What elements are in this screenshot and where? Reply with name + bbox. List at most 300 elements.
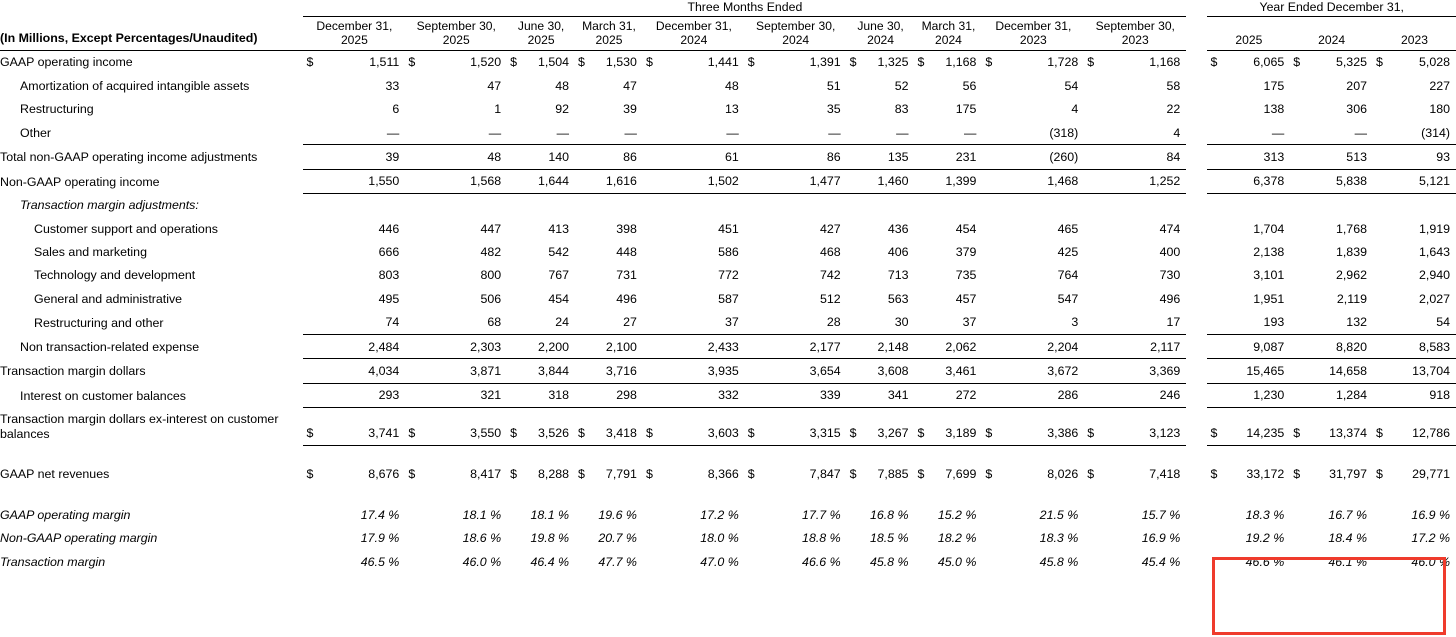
group-header-year-ended: Year Ended December 31, bbox=[1207, 0, 1456, 17]
cell-q7: 3,608 bbox=[861, 359, 914, 383]
cell-y3: 12,786 bbox=[1388, 408, 1456, 446]
cur-blank bbox=[303, 550, 318, 573]
cur-blank bbox=[915, 359, 930, 383]
cur-blank bbox=[643, 527, 658, 550]
cur-blank bbox=[507, 217, 522, 240]
cur-blank bbox=[303, 264, 318, 287]
cur-blank bbox=[1084, 240, 1099, 263]
cur-blank bbox=[1290, 287, 1305, 310]
cur-blank bbox=[1084, 145, 1099, 169]
cell-q7: — bbox=[861, 121, 914, 145]
cur-blank bbox=[575, 287, 590, 310]
currency-symbol: $ bbox=[747, 467, 755, 482]
cell-y1: 313 bbox=[1222, 145, 1290, 169]
cur-blank bbox=[575, 169, 590, 193]
cur-blank bbox=[745, 311, 760, 335]
cell-q6: 1,477 bbox=[760, 169, 847, 193]
cell-q9: 465 bbox=[1057, 221, 1079, 236]
cell-y2: 18.4 % bbox=[1328, 531, 1367, 546]
column-header-y2: 2024 bbox=[1290, 17, 1373, 51]
row-label: Other bbox=[20, 126, 51, 141]
cell-q5: 47.0 % bbox=[700, 554, 739, 569]
cell-q3: 318 bbox=[522, 383, 575, 407]
row-label: Restructuring bbox=[20, 102, 94, 117]
cur-blank bbox=[915, 287, 930, 310]
cell-y3: 5,121 bbox=[1388, 169, 1456, 193]
cur-blank bbox=[575, 550, 590, 573]
cur-blank bbox=[1290, 503, 1305, 526]
cur-blank bbox=[1290, 145, 1305, 169]
cur-blank bbox=[507, 550, 522, 573]
column-header-q7 bbox=[847, 17, 915, 51]
row-gap bbox=[1186, 287, 1207, 310]
row-gap bbox=[1186, 463, 1207, 486]
cell-q4: — bbox=[590, 121, 643, 145]
currency-symbol: $ bbox=[507, 408, 522, 446]
cell-q9: 18.3 % bbox=[1039, 531, 1079, 546]
cur-blank bbox=[575, 527, 590, 550]
cur-blank bbox=[1207, 121, 1222, 145]
row-label: GAAP operating margin bbox=[0, 507, 131, 522]
cur-blank bbox=[405, 240, 420, 263]
cell-q5: 451 bbox=[718, 221, 739, 236]
cell-q5: 48 bbox=[724, 78, 739, 93]
cell-y2: 513 bbox=[1305, 145, 1373, 169]
currency-symbol: $ bbox=[1375, 55, 1383, 70]
cell-q2: 482 bbox=[480, 244, 502, 259]
cell-q2: 2,303 bbox=[420, 335, 507, 359]
cur-blank bbox=[1290, 240, 1305, 263]
cur-blank bbox=[1084, 264, 1099, 287]
cur-blank bbox=[1084, 527, 1099, 550]
cell-y3: 46.0 % bbox=[1411, 554, 1450, 569]
spacer-before-margins bbox=[0, 486, 1456, 503]
cell-y1: 193 bbox=[1222, 311, 1290, 335]
currency-symbol: $ bbox=[643, 408, 658, 446]
row-label: Transaction margin bbox=[0, 554, 106, 569]
cell-y1: 6,378 bbox=[1222, 169, 1290, 193]
cur-blank bbox=[405, 383, 420, 407]
cell-q10: 400 bbox=[1159, 244, 1181, 259]
cur-blank bbox=[507, 98, 522, 121]
cur-blank bbox=[1207, 550, 1222, 573]
cell-q10: 17 bbox=[1099, 311, 1186, 335]
row-label: Customer support and operations bbox=[34, 221, 218, 236]
cur-blank bbox=[847, 121, 862, 145]
cell-q6: 51 bbox=[826, 78, 841, 93]
cur-blank bbox=[643, 311, 658, 335]
cell-q3: 24 bbox=[522, 311, 575, 335]
cell-q4: 398 bbox=[616, 221, 637, 236]
cell-q10: 1,252 bbox=[1099, 169, 1186, 193]
cur-blank bbox=[982, 335, 997, 359]
cell-q5: 587 bbox=[718, 291, 739, 306]
currency-symbol: $ bbox=[1087, 467, 1095, 482]
cur-blank bbox=[405, 145, 420, 169]
cur-blank bbox=[405, 550, 420, 573]
cur-blank bbox=[1290, 264, 1305, 287]
cell-q2: 18.1 % bbox=[462, 507, 502, 522]
cur-blank bbox=[575, 383, 590, 407]
cell-q3: 454 bbox=[548, 291, 570, 306]
column-header-q9 bbox=[982, 17, 1084, 51]
currency-symbol: $ bbox=[575, 408, 590, 446]
cur-blank bbox=[745, 145, 760, 169]
table-row-interest-customer-balances bbox=[0, 383, 1456, 407]
spacer-cell bbox=[0, 486, 1388, 503]
table-row-gaap-operating-income bbox=[0, 50, 1456, 74]
col-q2-line2: 2025 bbox=[442, 32, 470, 47]
cur-blank bbox=[1373, 359, 1388, 383]
cell-q1: 1,511 bbox=[369, 55, 400, 70]
cell-y3: 180 bbox=[1429, 102, 1450, 117]
cur-blank bbox=[405, 335, 420, 359]
column-header-q8 bbox=[915, 17, 983, 51]
cell-q9: 286 bbox=[997, 383, 1084, 407]
cell-q2: 8,417 bbox=[470, 467, 502, 482]
cur-blank bbox=[1290, 217, 1305, 240]
cur-blank bbox=[847, 311, 862, 335]
cur-blank bbox=[847, 217, 862, 240]
cell-q3: 413 bbox=[548, 221, 570, 236]
cell-q3: 48 bbox=[555, 78, 570, 93]
cell-q1: 446 bbox=[378, 221, 400, 236]
cell-y1: 3,101 bbox=[1253, 268, 1285, 283]
cell-q9: 54 bbox=[1064, 78, 1079, 93]
cell-q6: 1,391 bbox=[809, 55, 841, 70]
cur-blank bbox=[1373, 527, 1388, 550]
cur-blank bbox=[405, 527, 420, 550]
table-row-other bbox=[0, 121, 1456, 145]
cur-blank bbox=[1207, 74, 1222, 97]
cur-blank bbox=[1290, 527, 1305, 550]
cell-y3: 8,583 bbox=[1388, 335, 1456, 359]
column-header-y3: 2023 bbox=[1373, 17, 1456, 51]
col-q2-line1: September 30, bbox=[416, 19, 496, 34]
cur-blank bbox=[745, 121, 760, 145]
currency-symbol: $ bbox=[1293, 55, 1301, 70]
cur-blank bbox=[847, 74, 862, 97]
cur-blank bbox=[303, 217, 318, 240]
cell-q7: 1,460 bbox=[861, 169, 914, 193]
cell-y2: 14,658 bbox=[1305, 359, 1373, 383]
cur-blank bbox=[575, 311, 590, 335]
group-header-spacer bbox=[0, 0, 303, 17]
cell-q5: 13 bbox=[724, 102, 739, 117]
cell-q10: 15.7 % bbox=[1141, 507, 1181, 522]
cell-q1: 6 bbox=[392, 102, 400, 117]
cell-q3: 767 bbox=[548, 268, 570, 283]
cur-blank bbox=[1373, 264, 1388, 287]
row-label: Technology and development bbox=[34, 268, 196, 283]
row-label: GAAP operating income bbox=[0, 55, 133, 70]
cur-blank bbox=[915, 217, 930, 240]
cur-blank bbox=[405, 264, 420, 287]
cur-blank bbox=[1084, 359, 1099, 383]
currency-symbol: $ bbox=[578, 467, 585, 482]
cell-y3: 1,919 bbox=[1418, 221, 1450, 236]
cur-blank bbox=[507, 169, 522, 193]
cell-q8: 272 bbox=[929, 383, 982, 407]
cur-blank bbox=[643, 287, 658, 310]
cell-q9: (260) bbox=[997, 145, 1084, 169]
col-q10-line1: September 30, bbox=[1095, 19, 1175, 34]
cur-blank bbox=[643, 98, 658, 121]
cur-blank bbox=[982, 550, 997, 573]
cur-blank bbox=[847, 98, 862, 121]
cell-q7: 406 bbox=[887, 244, 909, 259]
cell-q3: 46.4 % bbox=[530, 554, 570, 569]
cur-blank bbox=[507, 121, 522, 145]
col-q4-line1: March 31, bbox=[582, 19, 636, 34]
cur-blank bbox=[507, 287, 522, 310]
cell-y1: 18.3 % bbox=[1245, 507, 1285, 522]
row-gap bbox=[1186, 121, 1207, 145]
cell-q7: 341 bbox=[861, 383, 914, 407]
cur-blank bbox=[915, 169, 930, 193]
cell-q6: 742 bbox=[819, 268, 841, 283]
cur-blank bbox=[1373, 121, 1388, 145]
cell-q5: 772 bbox=[718, 268, 739, 283]
row-gap bbox=[1186, 145, 1207, 169]
cell-y3: (314) bbox=[1388, 121, 1456, 145]
row-label: Sales and marketing bbox=[34, 244, 147, 259]
cell-y1: 1,230 bbox=[1222, 383, 1290, 407]
cell-y3: 2,027 bbox=[1418, 291, 1450, 306]
cell-y2: 2,119 bbox=[1336, 291, 1367, 306]
cur-blank bbox=[847, 527, 862, 550]
cur-blank bbox=[575, 74, 590, 97]
cell-q4: 7,791 bbox=[605, 467, 637, 482]
currency-symbol: $ bbox=[745, 408, 760, 446]
cur-blank bbox=[745, 240, 760, 263]
cell-y3: 227 bbox=[1429, 78, 1450, 93]
cell-q6: 468 bbox=[819, 244, 841, 259]
cur-blank bbox=[1373, 240, 1388, 263]
cell-q4: 496 bbox=[616, 291, 637, 306]
cell-y1: 19.2 % bbox=[1245, 531, 1285, 546]
cur-blank bbox=[847, 169, 862, 193]
cell-q1: 17.9 % bbox=[360, 531, 400, 546]
cur-blank bbox=[405, 287, 420, 310]
cur-blank bbox=[915, 74, 930, 97]
cell-q4: 86 bbox=[590, 145, 643, 169]
cur-blank bbox=[1373, 287, 1388, 310]
cell-q1: 74 bbox=[318, 311, 405, 335]
cur-blank bbox=[303, 527, 318, 550]
cur-blank bbox=[575, 145, 590, 169]
cell-q2: 3,871 bbox=[420, 359, 507, 383]
cell-y2: 31,797 bbox=[1329, 467, 1367, 482]
cur-blank bbox=[405, 311, 420, 335]
cur-blank bbox=[982, 98, 997, 121]
row-gap bbox=[1186, 408, 1207, 446]
cell-q1: 46.5 % bbox=[360, 554, 400, 569]
cur-blank bbox=[1084, 550, 1099, 573]
currency-symbol: $ bbox=[645, 55, 653, 70]
table-row-sales-marketing bbox=[0, 240, 1456, 263]
cur-blank bbox=[1084, 311, 1099, 335]
cell-y3: 5,028 bbox=[1418, 55, 1450, 70]
cell-q3: 542 bbox=[548, 244, 570, 259]
column-header-q6 bbox=[745, 17, 847, 51]
col-q1-line2: 2025 bbox=[340, 32, 368, 47]
cell-y1: 15,465 bbox=[1222, 359, 1290, 383]
col-q9-line2: 2023 bbox=[1019, 32, 1047, 47]
cur-blank bbox=[982, 121, 997, 145]
column-header-row bbox=[0, 17, 1456, 51]
cell-q1: 495 bbox=[378, 291, 400, 306]
cell-q6: 86 bbox=[760, 145, 847, 169]
cell-q8: 1,399 bbox=[929, 169, 982, 193]
cell-q3: 18.1 % bbox=[530, 507, 570, 522]
cell-q4: 448 bbox=[616, 244, 637, 259]
cur-blank bbox=[303, 287, 318, 310]
cell-q5: 1,502 bbox=[658, 169, 745, 193]
cell-y3: 2,940 bbox=[1418, 268, 1450, 283]
cell-q6: 3,654 bbox=[760, 359, 847, 383]
row-gap bbox=[1186, 359, 1207, 383]
cur-blank bbox=[303, 74, 318, 97]
cur-blank bbox=[575, 121, 590, 145]
cur-blank bbox=[303, 383, 318, 407]
cur-blank bbox=[982, 503, 997, 526]
table-row-tmd-ex-interest bbox=[0, 408, 1456, 446]
cell-q4: 3,418 bbox=[590, 408, 643, 446]
currency-symbol: $ bbox=[405, 408, 420, 446]
cur-blank bbox=[1084, 121, 1099, 145]
cell-q4: 19.6 % bbox=[598, 507, 637, 522]
cur-blank bbox=[643, 335, 658, 359]
row-gap bbox=[1186, 335, 1207, 359]
cell-q8: 3,461 bbox=[929, 359, 982, 383]
column-header-q3 bbox=[507, 17, 575, 51]
cur-blank bbox=[405, 503, 420, 526]
cell-q2: 48 bbox=[420, 145, 507, 169]
cur-blank bbox=[507, 335, 522, 359]
cell-q8: 56 bbox=[962, 78, 977, 93]
row-label: GAAP net revenues bbox=[0, 467, 110, 482]
spacer-cell bbox=[0, 445, 1388, 463]
cell-q9: 1,728 bbox=[1047, 55, 1079, 70]
table-row-non-gaap-operating-income bbox=[0, 169, 1456, 193]
cell-q7: 563 bbox=[887, 291, 909, 306]
cur-blank bbox=[1207, 383, 1222, 407]
table-row-non-gaap-operating-margin bbox=[0, 527, 1456, 550]
cell-q2: 1 bbox=[494, 102, 502, 117]
cell-y1: 46.6 % bbox=[1245, 554, 1285, 569]
cell-y2: 16.7 % bbox=[1328, 507, 1367, 522]
cur-blank bbox=[982, 169, 997, 193]
row-gap bbox=[1186, 50, 1207, 74]
cur-blank bbox=[303, 240, 318, 263]
cell-y2: 13,374 bbox=[1305, 408, 1373, 446]
cur-blank bbox=[915, 240, 930, 263]
cell-q1: 2,484 bbox=[318, 335, 405, 359]
cur-blank bbox=[405, 217, 420, 240]
cur-blank bbox=[982, 287, 997, 310]
cur-blank bbox=[1084, 169, 1099, 193]
cur-blank bbox=[915, 335, 930, 359]
cur-blank bbox=[1207, 217, 1222, 240]
cell-y2: 207 bbox=[1346, 78, 1367, 93]
currency-symbol: $ bbox=[510, 55, 518, 70]
cur-blank bbox=[847, 383, 862, 407]
cell-q9: 3 bbox=[997, 311, 1084, 335]
col-q5-line1: December 31, bbox=[655, 19, 732, 34]
cur-blank bbox=[575, 217, 590, 240]
cur-blank bbox=[303, 121, 318, 145]
cell-y2: 5,838 bbox=[1305, 169, 1373, 193]
cur-blank bbox=[1290, 335, 1305, 359]
cur-blank bbox=[745, 217, 760, 240]
cell-q6: 512 bbox=[819, 291, 841, 306]
cell-q5: 3,603 bbox=[658, 408, 745, 446]
cur-blank bbox=[982, 74, 997, 97]
currency-symbol: $ bbox=[747, 55, 755, 70]
cell-y2: 46.1 % bbox=[1328, 554, 1367, 569]
cell-q6: 17.7 % bbox=[802, 507, 841, 522]
cell-q10: 16.9 % bbox=[1141, 531, 1181, 546]
cur-blank bbox=[1290, 74, 1305, 97]
cell-q5: 1,441 bbox=[707, 55, 739, 70]
cur-blank bbox=[1207, 145, 1222, 169]
cur-blank bbox=[1373, 550, 1388, 573]
currency-symbol: $ bbox=[915, 408, 930, 446]
cell-q4: 47 bbox=[623, 78, 637, 93]
cell-q1: 3,741 bbox=[318, 408, 405, 446]
currency-symbol: $ bbox=[645, 467, 653, 482]
row-label: General and administrative bbox=[34, 291, 183, 306]
cell-y1: 2,138 bbox=[1253, 244, 1285, 259]
cell-q7: 7,885 bbox=[877, 467, 909, 482]
cell-q7: 83 bbox=[894, 102, 909, 117]
currency-symbol: $ bbox=[306, 467, 314, 482]
cur-blank bbox=[643, 503, 658, 526]
currency-symbol: $ bbox=[1084, 408, 1099, 446]
cur-blank bbox=[982, 311, 997, 335]
cell-q7: 30 bbox=[861, 311, 914, 335]
cell-q8: 175 bbox=[955, 102, 977, 117]
cell-q4: 1,530 bbox=[605, 55, 637, 70]
cur-blank bbox=[643, 383, 658, 407]
currency-symbol: $ bbox=[917, 55, 925, 70]
cell-q4: 20.7 % bbox=[598, 531, 637, 546]
cur-blank bbox=[745, 287, 760, 310]
cur-blank bbox=[745, 383, 760, 407]
cur-blank bbox=[745, 359, 760, 383]
row-label: Total non-GAAP operating income adjustments bbox=[0, 150, 258, 165]
cell-q9: 547 bbox=[1057, 291, 1079, 306]
row-label: Non transaction-related expense bbox=[20, 340, 200, 355]
row-label: Interest on customer balances bbox=[20, 388, 186, 403]
cell-y2: 1,284 bbox=[1305, 383, 1373, 407]
cell-y3: 1,643 bbox=[1418, 244, 1450, 259]
cell-q5: 37 bbox=[658, 311, 745, 335]
cur-blank bbox=[982, 359, 997, 383]
cur-blank bbox=[1373, 383, 1388, 407]
currency-symbol: $ bbox=[982, 408, 997, 446]
cell-q1: 293 bbox=[318, 383, 405, 407]
table-row-customer-support bbox=[0, 217, 1456, 240]
cell-q9: 4 bbox=[1071, 102, 1079, 117]
currency-symbol: $ bbox=[849, 467, 857, 482]
cell-q10: 474 bbox=[1159, 221, 1181, 236]
cur-blank bbox=[1373, 169, 1388, 193]
cell-q5: 8,366 bbox=[707, 467, 739, 482]
cur-blank bbox=[405, 359, 420, 383]
cell-q6: — bbox=[760, 121, 847, 145]
